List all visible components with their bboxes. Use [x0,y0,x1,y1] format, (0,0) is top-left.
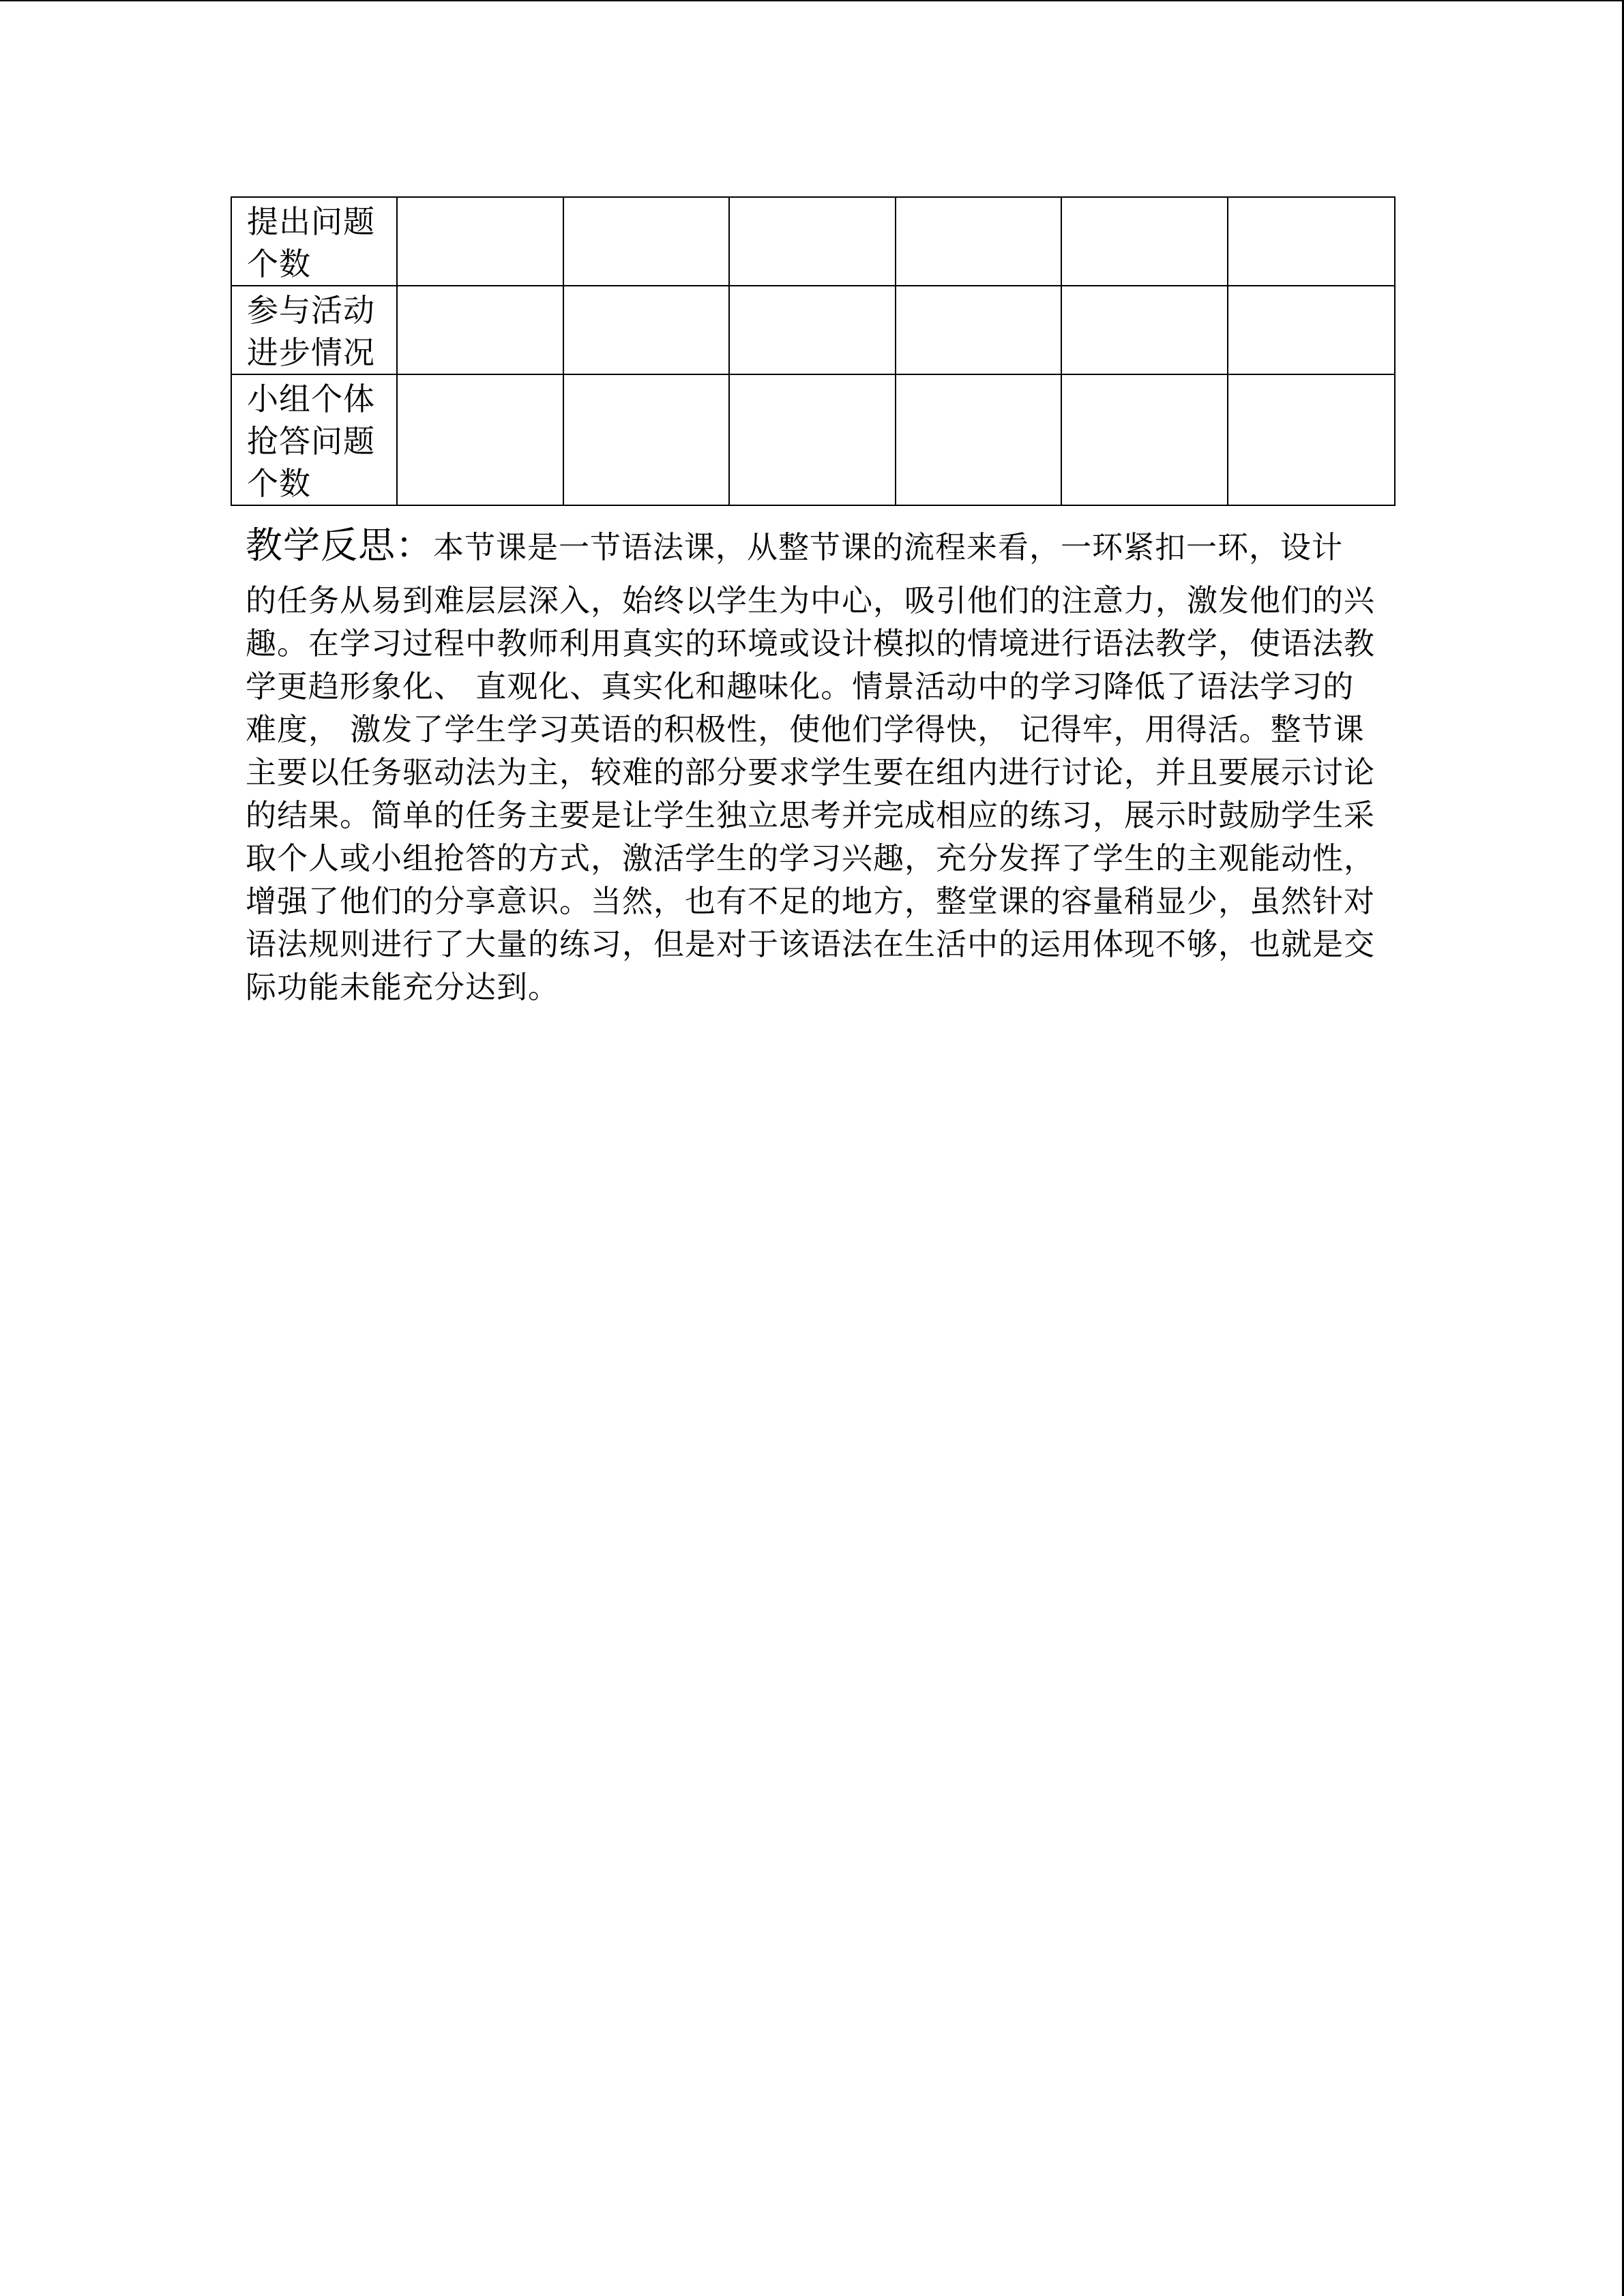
table-row [231,286,1395,374]
row-label: 小组个体 抢答问题 个数 [231,374,397,505]
table-cell [1228,374,1395,505]
table-cell [397,374,563,505]
reflection-title: 教学反思： [246,524,433,567]
table-cell [896,374,1061,505]
row-label: 参与活动 进步情况 [231,286,397,374]
table-cell [896,197,1061,286]
table-cell [1228,286,1395,374]
table-cell [397,197,563,286]
table-cell [1061,197,1228,286]
evaluation-table [231,196,1396,506]
table-cell [563,197,729,286]
teaching-reflection [246,518,1378,1009]
table-cell [1061,374,1228,505]
table-cell [729,374,896,505]
table-cell [563,374,729,505]
reflection-first-line [246,518,1378,575]
table-cell [896,286,1061,374]
table-cell [1061,286,1228,374]
table-cell [563,286,729,374]
reflection-body: 的任务从易到难层层深入，始终以学生为中心，吸引他们的注意力，激发他们的兴趣。在学习过程中教师利用真实的环境或设计模拟的情境进行语法教学，使语法教学更趋形象化、 直观化、真实化和趣味化。情景活动中的学习降低了语法学习的难度， 激发了学生学习英语的积极性，使他们学得快， 记得牢，用得活。整节课主要以任务驱动法为主，较难的部分要求学生要在组内进行讨论，并且要展示讨论的结果。简单的任务主要是让学生独立思考并完成相应的练习，展示时鼓励学生采取个人或小组抢答的方式，激活学生的学习兴趣，充分发挥了学生的主观能动性，增强了他们的分享意识。当然，也有不足的地方，整堂课的容量稍显少，虽然针对语法规则进行了大量的练习，但是对于该语法在生活中的运用体现不够，也就是交际功能未能充分达到。 [246,582,1376,1005]
table-row [231,374,1395,505]
table-cell [397,286,563,374]
table-cell [729,197,896,286]
table-cell [729,286,896,374]
page-border-top [0,0,1624,1]
table-row [231,197,1395,286]
row-label: 提出问题 个数 [231,197,397,286]
table-cell [1228,197,1395,286]
reflection-lead-text: 本节课是一节语法课，从整节课的流程来看，一环紧扣一环，设计 [433,529,1344,565]
